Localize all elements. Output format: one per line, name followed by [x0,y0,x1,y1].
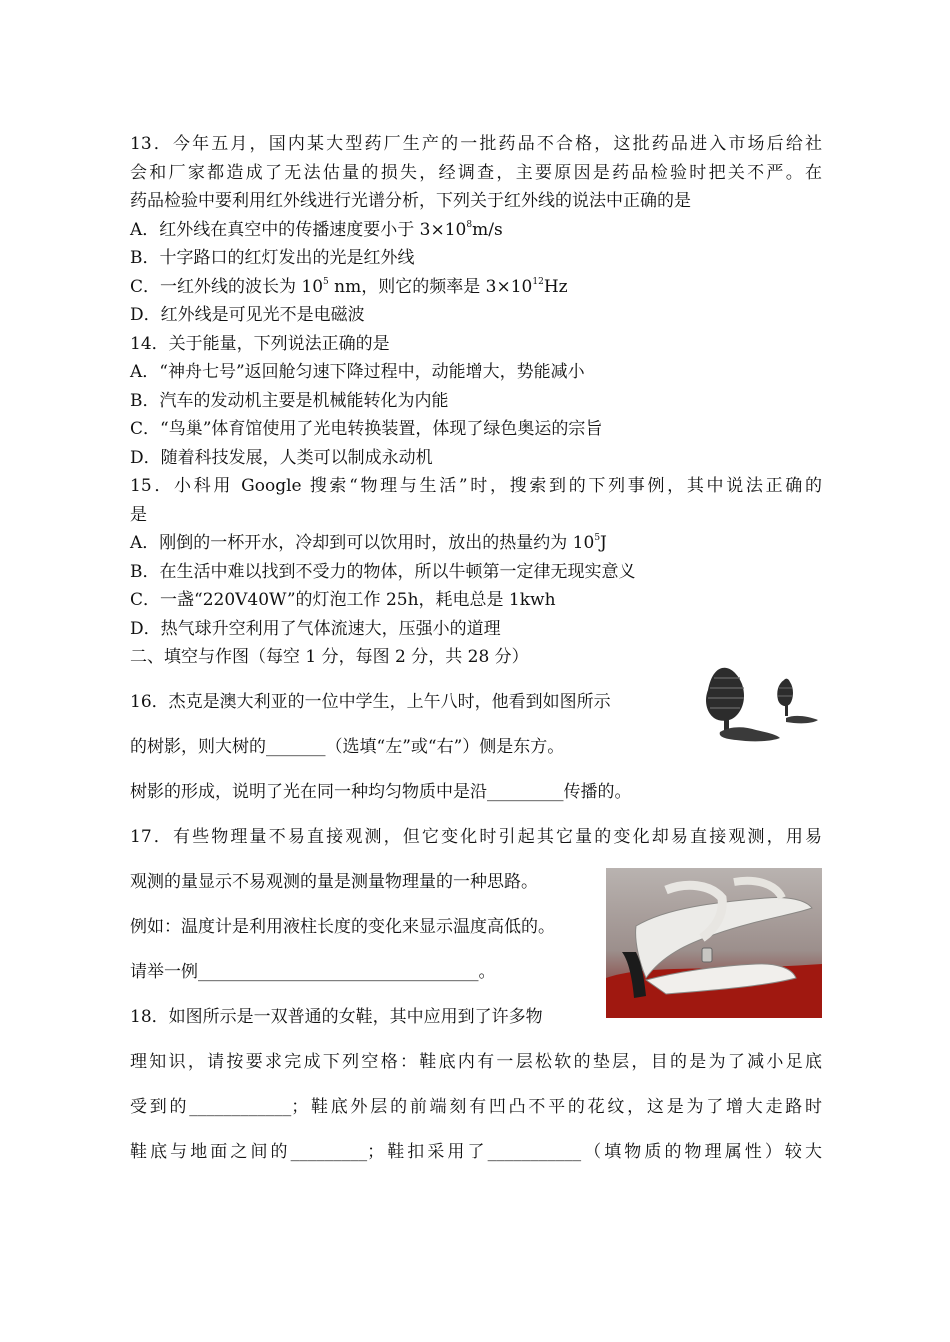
q13-option-b: B．十字路口的红灯发出的光是红外线 [130,248,415,268]
q13-c-exponent: 5 [323,276,329,287]
q14-option-b: B．汽车的发动机主要是机械能转化为内能 [130,390,449,411]
section-heading: 二、填空与作图（每空 1 分，每图 2 分，共 28 分） [130,647,529,667]
q15-stem-line2: 是 [130,504,147,525]
q15-a-text: A．刚倒的一杯开水，冷却到可以饮用时，放出的热量约为 10 [130,533,595,553]
q16-line3: 树影的形成，说明了光在同一种均匀物质中是沿_________传播的。 [130,781,632,802]
q13-c-unit: Hz [543,276,568,297]
q16-line1: 16．杰克是澳大利亚的一位中学生，上午八时，他看到如图所示 [130,691,611,712]
q13-a-text: A．红外线在真空中的传播速度要小于 3×10 [130,219,467,240]
q18-line4: 鞋底与地面之间的_________；鞋扣采用了___________（填物质的物理属性）较大 [130,1141,822,1162]
q14-stem: 14．关于能量，下列说法正确的是 [130,333,390,354]
q13-stem-line2: 会和厂家都造成了无法估量的损失，经调查，主要原因是药品检验时把关不严。在 [130,162,822,183]
big-tree-icon [706,668,744,730]
small-tree-icon [777,679,793,716]
q17-line3: 例如：温度计是利用液柱长度的变化来显示温度高低的。 [130,916,555,937]
q13-option-a [130,216,822,245]
q16-line2: 的树影，则大树的_______（选填“左”或“右”）侧是东方。 [130,736,565,757]
q18-line3: 受到的____________；鞋底外层的前端刻有凹凸不平的花纹，这是为了增大走路时 [130,1096,822,1117]
q13-c-mid: nm，则它的频率是 3×10 [328,276,533,297]
q14-option-a: A．“神舟七号”返回舱匀速下降过程中，动能增大，势能减小 [130,362,585,382]
q18-line1: 18．如图所示是一双普通的女鞋，其中应用到了许多物 [130,1006,543,1027]
q15-option-d: D．热气球升空利用了气体流速大，压强小的道理 [130,618,501,639]
q13-option-c [130,273,822,302]
q17-line1: 17．有些物理量不易直接观测，但它变化时引起其它量的变化却易直接观测，用易 [130,826,822,847]
q13-c-text: C．一红外线的波长为 10 [130,276,324,297]
q13-stem-line3: 药品检验中要利用红外线进行光谱分析，下列关于红外线的说法中正确的是 [130,191,691,211]
q15-option-b: B．在生活中难以找到不受力的物体，所以牛顿第一定律无现实意义 [130,561,636,582]
q14-option-c: C．“鸟巢”体育馆使用了光电转换装置，体现了绿色奥运的宗旨 [130,419,603,439]
q13-a-exponent: 8 [466,219,473,230]
q13-stem-line1: 13．今年五月，国内某大型药厂生产的一批药品不合格，这批药品进入市场后给社 [130,134,822,154]
q15-stem-line1: 15．小科用 Google 搜索“物理与生活”时，搜索到的下列事例，其中说法正确的 [130,476,822,496]
shadow-shape [720,716,818,741]
q13-option-d: D．红外线是可见光不是电磁波 [130,305,365,325]
shoe-photo [606,868,822,1018]
q14-option-d: D．随着科技发展，人类可以制成永动机 [130,447,433,468]
q15-option-c: C．一盏“220V40W”的灯泡工作 25h，耗电总是 1kwh [130,590,556,610]
q15-option-a [130,529,822,558]
q17-line2: 观测的量显示不易观测的量是测量物理量的一种思路。 [130,871,538,892]
q17-line4: 请举一例_________________________________。 [130,961,496,982]
q13-a-unit: m/s [472,219,503,240]
tree-shadow-figure [700,660,822,746]
q15-a-unit: J [600,533,607,553]
q13-c-exponent2: 12 [532,276,544,287]
q18-line2: 理知识，请按要求完成下列空格：鞋底内有一层松软的垫层，目的是为了减小足底 [130,1051,822,1072]
q15-a-exponent: 5 [594,533,601,543]
